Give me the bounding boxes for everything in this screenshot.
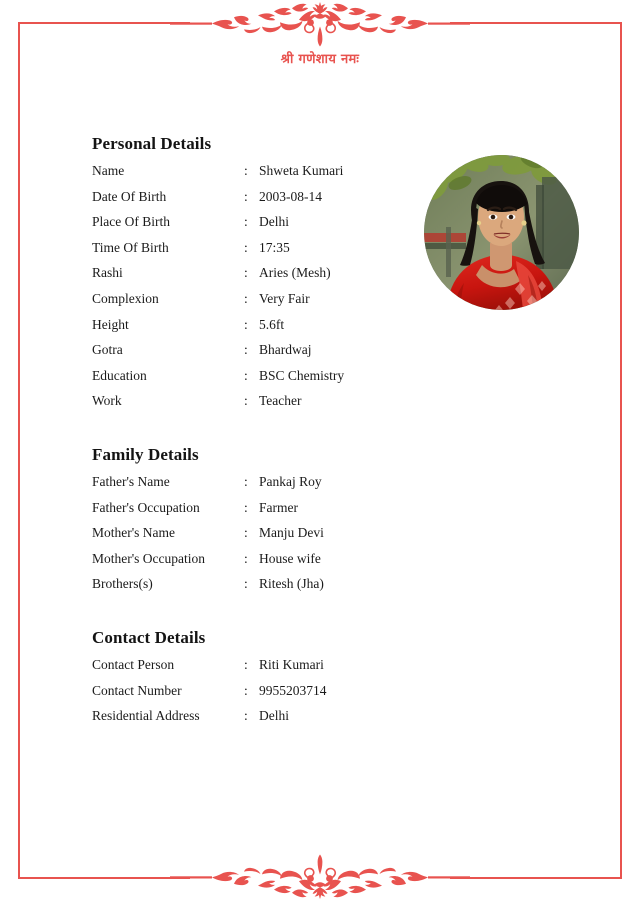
detail-label: Name [92, 163, 125, 178]
detail-value: Very Fair [259, 290, 310, 306]
detail-label: Complexion [92, 290, 159, 306]
detail-row [92, 657, 422, 683]
detail-value: Manju Devi [259, 525, 324, 541]
detail-value: Shweta Kumari [259, 163, 344, 178]
section-title: Contact Details [92, 627, 206, 647]
detail-row [92, 265, 422, 291]
ornament-bottom-icon [170, 851, 470, 899]
detail-row [92, 368, 422, 394]
detail-label: Height [92, 316, 129, 332]
detail-row [92, 551, 422, 577]
detail-row [92, 474, 422, 500]
detail-colon: : [244, 290, 248, 306]
detail-label: Mother's Name [92, 525, 176, 541]
detail-colon: : [244, 342, 248, 358]
section-family-details [92, 445, 422, 602]
detail-colon: : [244, 265, 248, 281]
detail-colon: : [244, 576, 248, 592]
detail-label: Residential Address [92, 708, 200, 724]
detail-colon: : [244, 214, 248, 230]
detail-colon: : [244, 499, 248, 515]
detail-label: Rashi [92, 265, 123, 281]
detail-value: Aries (Mesh) [259, 265, 331, 281]
detail-value: Pankaj Roy [259, 473, 322, 489]
detail-colon: : [244, 367, 248, 383]
detail-colon: : [244, 656, 248, 672]
detail-row [92, 240, 422, 266]
detail-value: House wife [259, 550, 321, 566]
detail-colon: : [244, 316, 248, 332]
detail-row [92, 576, 422, 602]
detail-colon: : [244, 393, 248, 409]
detail-value: 17:35 [259, 239, 290, 255]
detail-value: Riti Kumari [259, 656, 324, 672]
detail-value: Farmer [259, 499, 298, 515]
detail-label: Contact Number [92, 682, 182, 698]
detail-colon: : [244, 473, 248, 489]
detail-row [92, 708, 422, 734]
detail-colon: : [244, 188, 248, 204]
detail-row [92, 683, 422, 709]
detail-colon: : [244, 708, 248, 724]
detail-value: Bhardwaj [259, 342, 312, 358]
detail-value: Delhi [259, 214, 289, 230]
detail-colon: : [244, 550, 248, 566]
detail-value: BSC Chemistry [259, 367, 345, 383]
detail-label: Contact Person [92, 656, 175, 672]
detail-row [92, 525, 422, 551]
detail-label: Father's Occupation [92, 499, 200, 515]
detail-row [92, 393, 422, 419]
detail-label: Father's Name [92, 473, 170, 489]
detail-value: Teacher [259, 393, 302, 409]
detail-value: Delhi [259, 708, 289, 724]
biodata-content [92, 134, 422, 738]
section-personal-details [92, 134, 422, 419]
detail-row [92, 342, 422, 368]
detail-colon: : [244, 163, 248, 178]
invocation-text: श्री गणेशाय नमः [280, 52, 360, 67]
detail-label: Gotra [92, 342, 123, 358]
detail-row [92, 317, 422, 343]
detail-label: Education [92, 367, 147, 383]
detail-label: Work [92, 393, 122, 409]
detail-row [92, 163, 422, 189]
detail-label: Time Of Birth [92, 239, 169, 255]
detail-value: Ritesh (Jha) [259, 576, 324, 592]
detail-row [92, 500, 422, 526]
detail-value: 2003-08-14 [259, 188, 322, 204]
detail-label: Mother's Occupation [92, 550, 206, 566]
detail-label: Brothers(s) [92, 576, 153, 592]
section-title: Family Details [92, 444, 199, 464]
detail-row [92, 189, 422, 215]
detail-label: Place Of Birth [92, 214, 170, 230]
detail-value: 5.6ft [259, 316, 285, 332]
section-title: Personal Details [92, 134, 212, 153]
detail-colon: : [244, 525, 248, 541]
detail-row [92, 214, 422, 240]
detail-colon: : [244, 682, 248, 698]
ornament-top-icon [170, 2, 470, 50]
detail-label: Date Of Birth [92, 188, 167, 204]
detail-value: 9955203714 [259, 682, 327, 698]
detail-colon: : [244, 239, 248, 255]
detail-row [92, 291, 422, 317]
section-contact-details [92, 628, 422, 734]
profile-photo [424, 155, 579, 310]
